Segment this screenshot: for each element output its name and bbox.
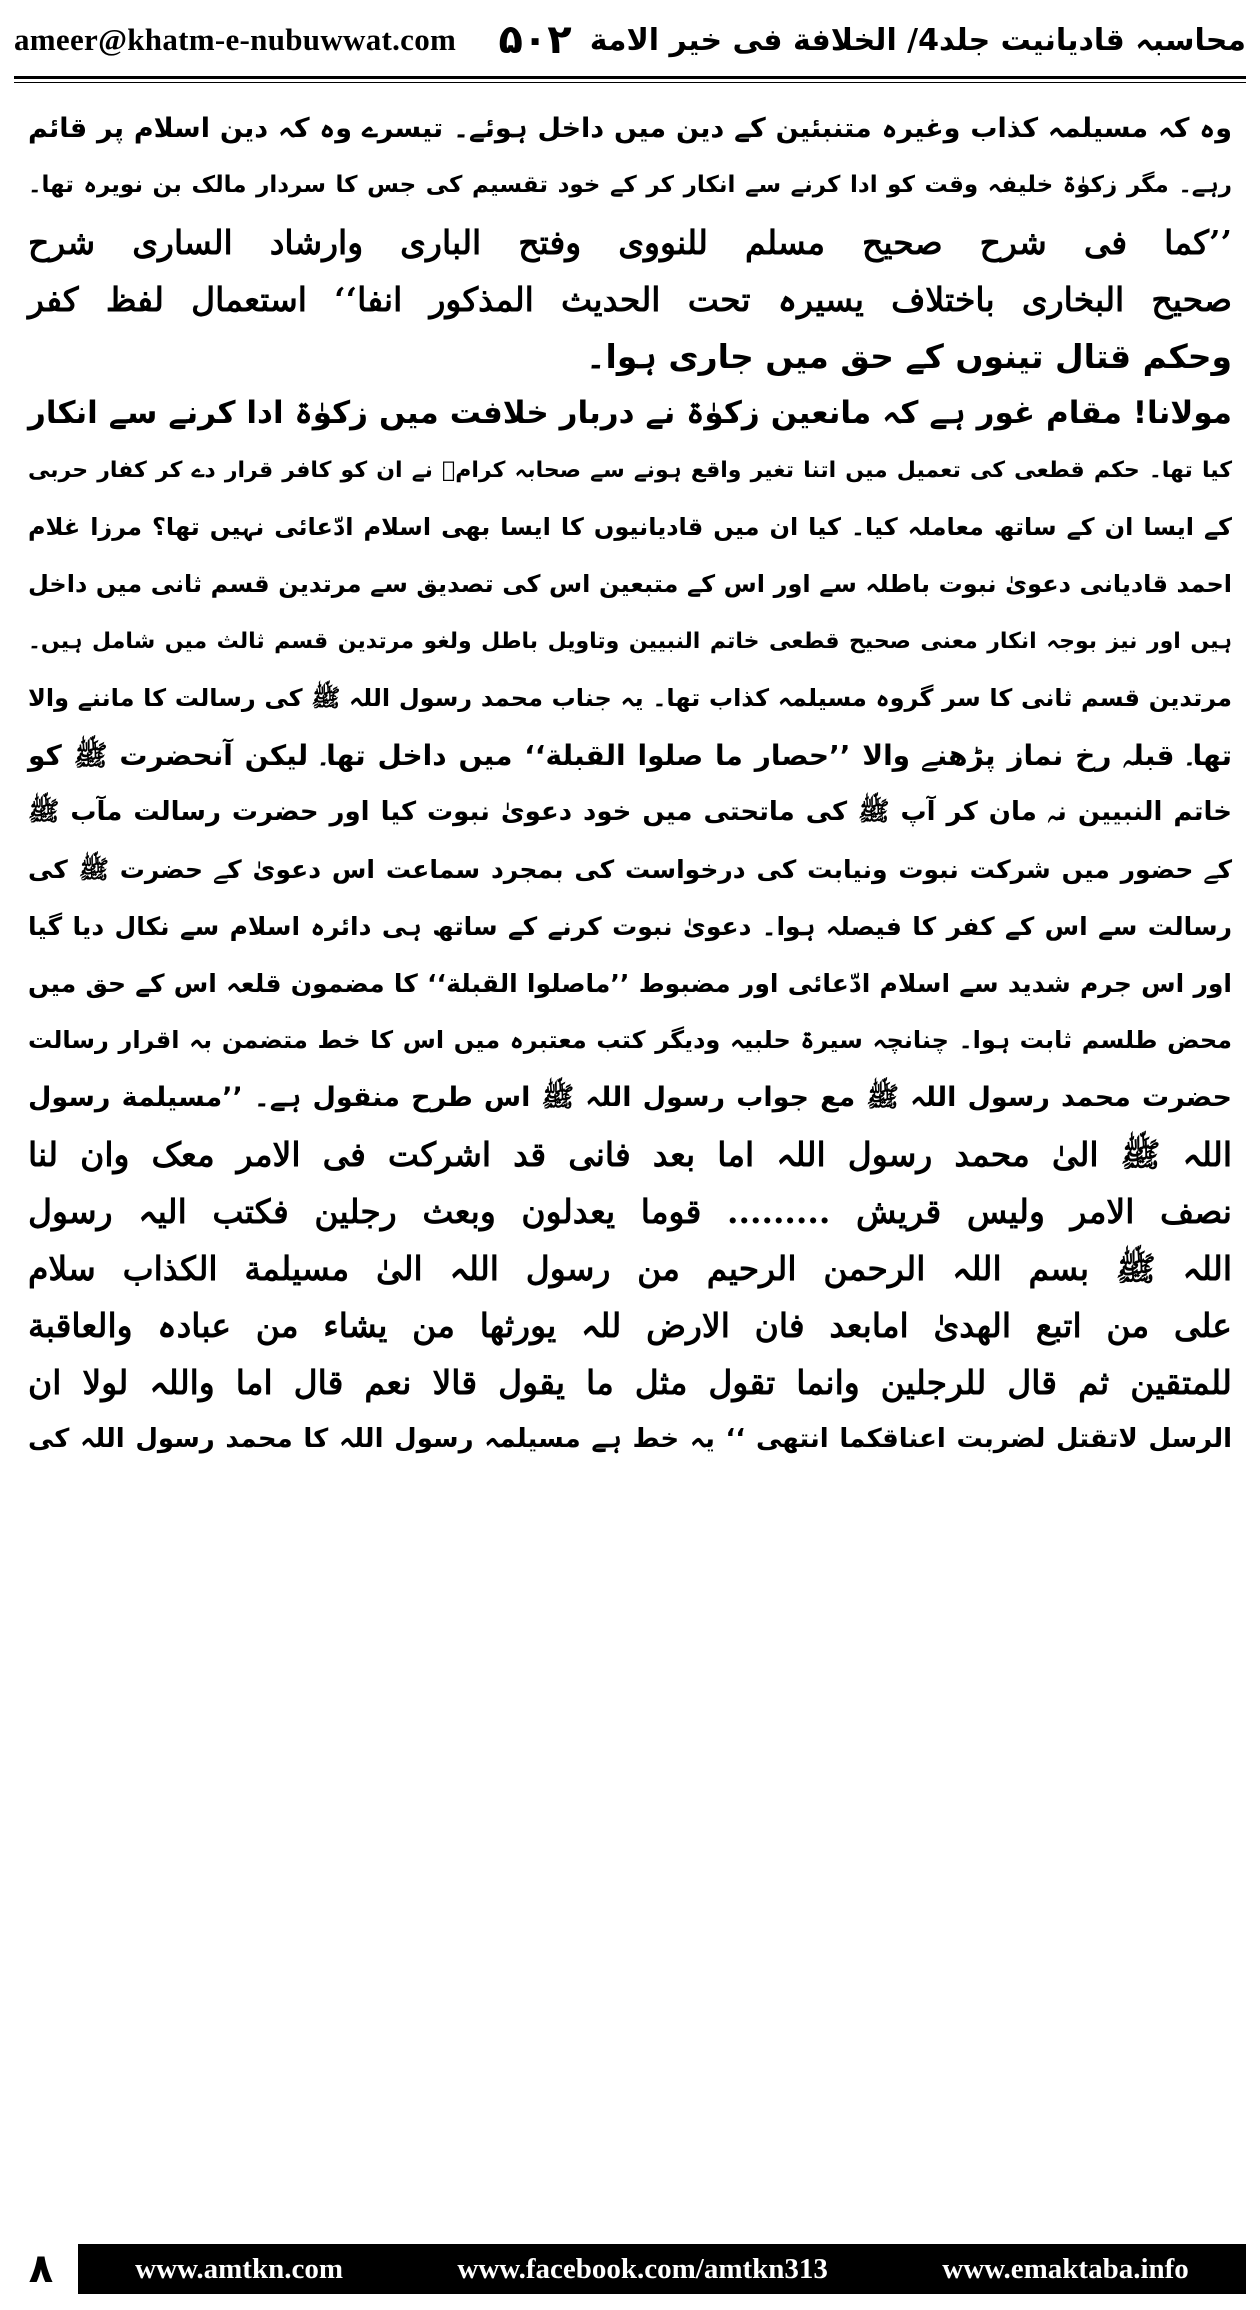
text-line: خاتم النبیین نہ مان کر آپ ﷺ کی ماتحتی میں خود دعویٰ نبوت کیا اور حضرت رسالت مآب ﷺ	[28, 797, 1232, 827]
text-line: للمتقین ثم قال للرجلین وانما تقول مثل ما یقول قالا نعم قال اما واللہ لولا ان	[28, 1363, 1232, 1402]
footer-link-emaktaba[interactable]: www.emaktaba.info	[942, 2252, 1189, 2285]
footer-page-marker: ۸	[28, 2246, 54, 2292]
text-line: کے حضور میں شرکت نبوت ونیابت کی درخواست کی بمجرد سماعت اس دعویٰ کے حضرت ﷺ کی	[28, 855, 1232, 884]
text-line: ہیں اور نیز بوجہ انکار معنی صحیح قطعی خاتم النبیین وتاویل باطل ولغو مرتدین قسم ثالث میں شامل ہیں۔	[28, 629, 1232, 654]
header-page-number: ۵۰۲	[498, 17, 572, 63]
text-line: اور اس جرم شدید سے اسلام ادّعائی اور مضبوط ’’ماصلوا القبلة‘‘ کا مضمون قلعہ اس کے حق میں	[28, 969, 1232, 998]
page-header	[14, 10, 1246, 70]
text-line: وحکم قتال تینوں کے حق میں جاری ہوا۔	[586, 337, 1232, 376]
text-line: نصف الامر ولیس قریش ......... قوما یعدلون وبعث رجلین فکتب الیہ رسول	[28, 1192, 1232, 1231]
text-line: رسالت سے اس کے کفر کا فیصلہ ہوا۔ دعویٰ نبوت کرنے کے ساتھ ہی دائرہ اسلام سے نکال دیا گیا	[28, 912, 1232, 941]
text-line: علی من اتبع الهدیٰ امابعد فان الارض للہ یورثها من یشاء من عبادہ والعاقبة	[28, 1306, 1232, 1345]
text-line: الرسل لاتقتل لضربت اعناقکما انتهی ‘‘ یہ خط ہے مسیلمہ رسول اللہ کا محمد رسول اللہ کی	[28, 1424, 1232, 1454]
text-line: مولانا! مقام غور ہے کہ مانعین زکوٰۃ نے دربار خلافت میں زکوٰۃ ادا کرنے سے انکار	[28, 395, 1232, 431]
text-line: کیا تھا۔ حکم قطعی کی تعمیل میں اتنا تغیر واقع ہونے سے صحابہ کرامؓ نے ان کو کافر قرار دے کر کفار حربی	[28, 458, 1232, 483]
text-line: رہے۔ مگر زکوٰۃ خلیفہ وقت کو ادا کرنے سے انکار کر کے خود تقسیم کی جس کا سردار مالک بن نویرہ تھا۔	[28, 172, 1232, 198]
footer-links-bar	[78, 2244, 1246, 2294]
page-footer	[14, 2240, 1246, 2298]
text-line: محض طلسم ثابت ہوا۔ چنانچہ سیرۃ حلبیہ ودیگر کتب معتبرہ میں اس کا خط متضمن بہ اقرار رسالت	[28, 1026, 1232, 1054]
footer-link-amtkn[interactable]: www.amtkn.com	[135, 2252, 344, 2285]
header-rule	[14, 76, 1246, 79]
text-line: کے ایسا ان کے ساتھ معاملہ کیا۔ کیا ان میں قادیانیوں کا ایسا بھی اسلام ادّعائی نہیں تھا؟ مرزا غلام	[28, 513, 1232, 541]
header-title-group	[498, 17, 1246, 63]
header-rule-thin	[14, 82, 1246, 83]
header-email: ameer@khatm-e-nubuwwat.com	[14, 22, 457, 57]
text-line: وہ کہ مسیلمہ کذاب وغیرہ متنبئین کے دین میں داخل ہوئے۔ تیسرے وہ کہ دین اسلام پر قائم	[28, 113, 1232, 144]
body-text	[24, 100, 1236, 2220]
text-line: ’’کما فی شرح صحیح مسلم للنووی وفتح الباری وارشاد الساری شرح	[28, 223, 1232, 262]
text-line: صحیح البخاری باختلاف یسیرہ تحت الحدیث المذکور انفا‘‘ استعمال لفظ کفر	[28, 280, 1232, 319]
text-line: اللہ ﷺ بسم اللہ الرحمن الرحیم من رسول اللہ الیٰ مسیلمة الکذاب سلام	[28, 1249, 1232, 1288]
header-book-title: محاسبہ قادیانیت جلد4/ الخلافة فی خیر الامة	[589, 22, 1246, 58]
text-line: تھا۔ قبلہ رخ نماز پڑھنے والا ’’حصار ما صلوا القبلة‘‘ میں داخل تھا۔ لیکن آنحضرت ﷺ کو	[28, 739, 1232, 772]
text-line: احمد قادیانی دعویٰ نبوت باطلہ سے اور اس کے متبعین اس کی تصدیق سے مرتدین قسم ثانی میں داخل	[28, 570, 1232, 598]
footer-link-facebook[interactable]: www.facebook.com/amtkn313	[457, 2252, 828, 2285]
text-line: مرتدین قسم ثانی کا سر گروہ مسیلمہ کذاب تھا۔ یہ جناب محمد رسول اللہ ﷺ کی رسالت کا ماننے والا	[28, 684, 1232, 712]
text-line: اللہ ﷺ الیٰ محمد رسول اللہ اما بعد فانی قد اشرکت فی الامر معک وان لنا	[28, 1135, 1232, 1174]
text-line: حضرت محمد رسول اللہ ﷺ مع جواب رسول اللہ ﷺ اس طرح منقول ہے۔ ’’مسیلمة رسول	[28, 1082, 1232, 1113]
